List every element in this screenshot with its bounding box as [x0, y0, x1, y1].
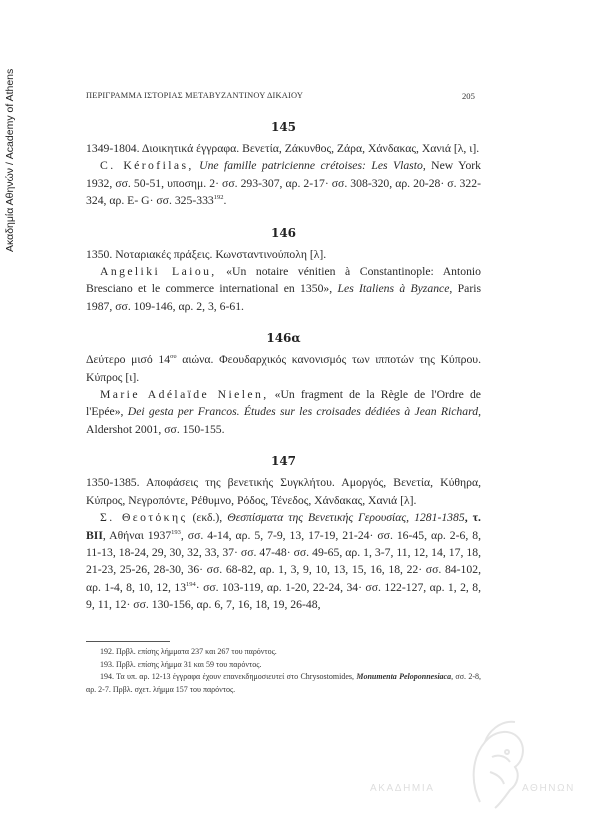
- side-label-text: Ακαδημία Αθηνών / Academy of Athens: [4, 68, 16, 252]
- ref-mid: (εκδ.),: [187, 511, 228, 525]
- entry-heading: 1350. Νοταριακές πράξεις. Κωνσταντινούπολη [λ].: [86, 247, 327, 261]
- ref-rest: , Paris 1987, σσ. 109-146, αρ. 2, 3, 6-61.: [86, 282, 482, 313]
- entry-147: [86, 454, 481, 613]
- footnotes: [86, 646, 481, 696]
- footnote: 192. Πρβλ. επίσης λήμματα 237 και 267 του παρόντος.: [100, 647, 277, 656]
- ref-mid: «Un notaire vénitien à Constantinople: Antonio Bresciano et le commerce international en 1350»,: [86, 265, 482, 296]
- entry-146: [86, 226, 481, 316]
- footnote-part: , σσ. 2-8, αρ. 2-7. Πρβλ. σχετ. λήμμα 157 του παρόντος.: [86, 672, 482, 694]
- entry-reference: [86, 386, 481, 438]
- athena-head-icon: [460, 712, 530, 812]
- ref-author: C. Kérofilas,: [100, 159, 194, 173]
- page-number: 205: [462, 91, 475, 101]
- footnote-rule: [86, 641, 170, 642]
- entry-heading: 1349-1804. Διοικητικά έγγραφα. Βενετία, Ζάκυνθος, Ζάρα, Χάνδακας, Χανιά [λ, ι].: [86, 142, 480, 155]
- ref-author: Marie Adélaïde Nielen,: [100, 388, 269, 402]
- entry-reference: [86, 509, 481, 613]
- ref-author: Σ. Θεοτόκης: [100, 511, 188, 525]
- footnote-title: Monumenta Peloponnesiaca: [356, 672, 452, 681]
- footnote-marker: 192: [213, 194, 224, 202]
- entry-heading: [86, 351, 481, 386]
- ref-rest: , New York 1932, σσ. 50-51, υποσημ. 2· σσ. 293-307, αρ. 2-17· σσ. 308-320, αρ. 20-28· σ. 322-324, αρ. E- G· σσ. 325-333: [86, 159, 482, 208]
- heading-part: αιώνα. Φεουδαρχικός κανονισμός των ιπποτών της Κύπρου. Κύπρος [ι].: [86, 353, 482, 384]
- ref-title: Une famille patricienne crétoises: Les Vlasto: [199, 159, 423, 173]
- footnote-marker: 194: [186, 580, 196, 588]
- ref-rest: · σσ. 103-119, αρ. 1-20, 22-24, 34· σσ. 122-127, αρ. 1, 2, 8, 9, 11, 12· σσ. 130-156, αρ. 6, 7, 16, 18, 19, 26-48,: [86, 580, 481, 612]
- entry-146a: [86, 331, 481, 438]
- watermark-right-text: ΑΘΗΝΩΝ: [522, 783, 575, 794]
- watermark-left-text: ΑΚΑΔΗΜΙΑ: [370, 783, 435, 794]
- ref-title: Θεσπίσματα της Βενετικής Γερουσίας, 1281-1385: [227, 511, 465, 525]
- ref-title: Les Italiens à Byzance: [337, 282, 450, 296]
- ref-volume: , τ. ΒΙΙ: [86, 511, 481, 542]
- heading-part: Δεύτερο μισό 14: [86, 353, 171, 367]
- footnote-part: 194. Τα υπ. αρ. 12-13 έγγραφα έχουν επανεκδημοσιευτεί στο Chrysostomides,: [100, 672, 357, 681]
- ref-mid: «Un fragment de la Règle de l'Ordre de l'Epée»,: [86, 388, 481, 419]
- side-label: [4, 40, 26, 340]
- footnote: 193. Πρβλ. επίσης λήμμα 31 και 59 του παρόντος.: [100, 659, 262, 669]
- ref-end: .: [223, 194, 227, 208]
- running-head: ΠΕΡΙΓΡΑΜΜΑ ΙΣΤΟΡΙΑΣ ΜΕΤΑΒΥΖΑΝΤΙΝΟΥ ΔΙΚΑΙΟΥ: [86, 91, 304, 100]
- heading-sup: ου: [170, 353, 177, 361]
- ref-rest: , Αθήναι 1937: [102, 528, 172, 542]
- entry-heading: 1350-1385. Αποφάσεις της βενετικής Συγκλήτου. Αμοργός, Βενετία, Κύθηρα, Κύπρος, Νεγροπόντε, Ρέθυμνο, Ρόδος, Τένεδος, Χάνδακας, Χανιά [λ].: [86, 476, 481, 507]
- footnote-marker: 193: [171, 528, 181, 536]
- entry-number: 146: [270, 225, 297, 240]
- entry-reference: [86, 263, 481, 315]
- entry-number: 146α: [266, 331, 301, 346]
- entry-number: 147: [270, 454, 297, 469]
- entry-145: [86, 120, 481, 210]
- academy-watermark: [370, 712, 575, 822]
- entry-reference: [86, 157, 481, 209]
- ref-author: Angeliki Laiou,: [100, 265, 217, 279]
- ref-title: Dei gesta per Francos. Études sur les croisades dédiées à Jean Richard: [127, 405, 479, 419]
- page-body: [86, 116, 481, 614]
- ref-rest: , Aldershot 2001, σσ. 150-155.: [86, 405, 481, 436]
- entry-number: 145: [270, 120, 297, 134]
- footnote: [86, 671, 481, 696]
- ref-rest: , σσ. 4-14, αρ. 5, 7-9, 13, 17-19, 21-24· σσ. 16-45, αρ. 2-6, 8, 11-13, 18-24, 29, 30, 32, 33, 37· σσ. 47-48· σσ. 49-65, αρ. 1, 3-7, 11, 12, 14, 17, 18, 21-23, 25-26, 28-30, 36· σσ. 68-82, αρ. 1, 3, 9, 10, 13, 15, 16, 18, 22· σσ. 84-102, αρ. 1-4, 8, 10, 12, 13: [86, 528, 482, 594]
